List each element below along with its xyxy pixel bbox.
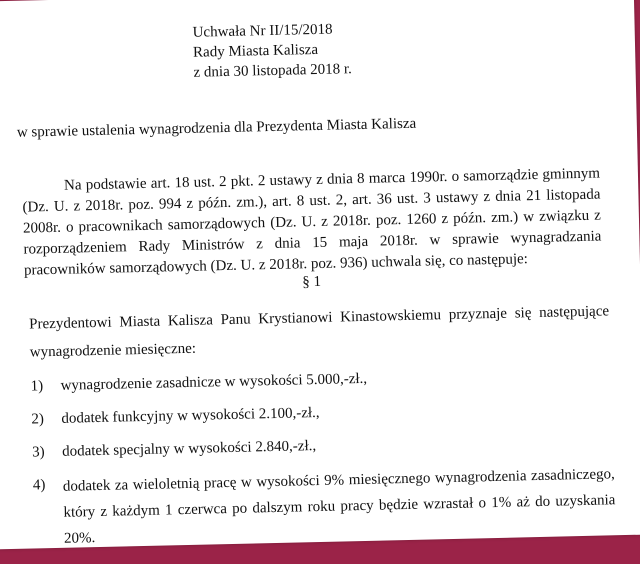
list-item (30, 362, 612, 397)
list-item-text: dodatek za wieloletnią pracę w wysokości 9% miesięcznego wynagrodzenia zasadniczego, który z każdym 1 czerwca po dalszym roku pracy będzie wzrastał o 1% aż do uzyskania 20%. (62, 466, 616, 547)
grant-paragraph (29, 300, 610, 363)
legal-basis-paragraph (22, 164, 602, 282)
list-item-text: dodatek funkcyjny w wysokości 2.100,-zł., (61, 404, 320, 427)
legal-basis-text: Na podstawie art. 18 ust. 2 pkt. 2 ustawy z dnia 8 marca 1990r. o samorządzie gminnym (Dz. U. z 2018r. poz. 994 z późn. zm.), art. 8 ust. 2, art. 36 ust. 3 ustawy z dnia 21 listopada 2008r. o pracownikach samorządowych (Dz. U. z 2018r. poz. 1260 z późn. zm.) w związku z rozporządzeniem Rady Ministrów z dnia 15 maja 2018r. w sprawie wynagradzania pracowników samorządowych (Dz. U. z 2018r. poz. 936) uchwala się, co następuje: (22, 165, 602, 279)
resolution-date: z dnia 30 listopada 2018 r. (193, 61, 352, 81)
resolution-subject: w sprawie ustalenia wynagrodzenia dla Prezydenta Miasta Kalisza (16, 115, 417, 141)
list-item (33, 461, 617, 552)
grant-text-line-1: Prezydentowi Miasta Kalisza Panu Krystianowi Kinastowskiemu przyznaje się następujące (29, 303, 610, 333)
grant-text-line-2: wynagrodzenie miesięczne: (29, 340, 197, 361)
list-item-text: dodatek specjalny w wysokości 2.840,-zł., (61, 438, 317, 460)
section-heading: § 1 (302, 273, 322, 291)
resolution-number: Uchwała Nr II/15/2018 (192, 21, 333, 41)
salary-components-list (30, 362, 616, 563)
list-item (32, 428, 614, 463)
list-item-number: 2) (31, 411, 45, 428)
list-item-number: 4) (32, 477, 46, 494)
list-item-number: 1) (30, 378, 44, 395)
list-item-number: 3) (31, 444, 45, 461)
list-item (31, 395, 613, 430)
issuing-council: Rady Miasta Kalisza (192, 41, 319, 61)
list-item-text: wynagrodzenie zasadnicze w wysokości 5.000,-zł., (60, 370, 368, 394)
resolution-header (192, 19, 352, 83)
